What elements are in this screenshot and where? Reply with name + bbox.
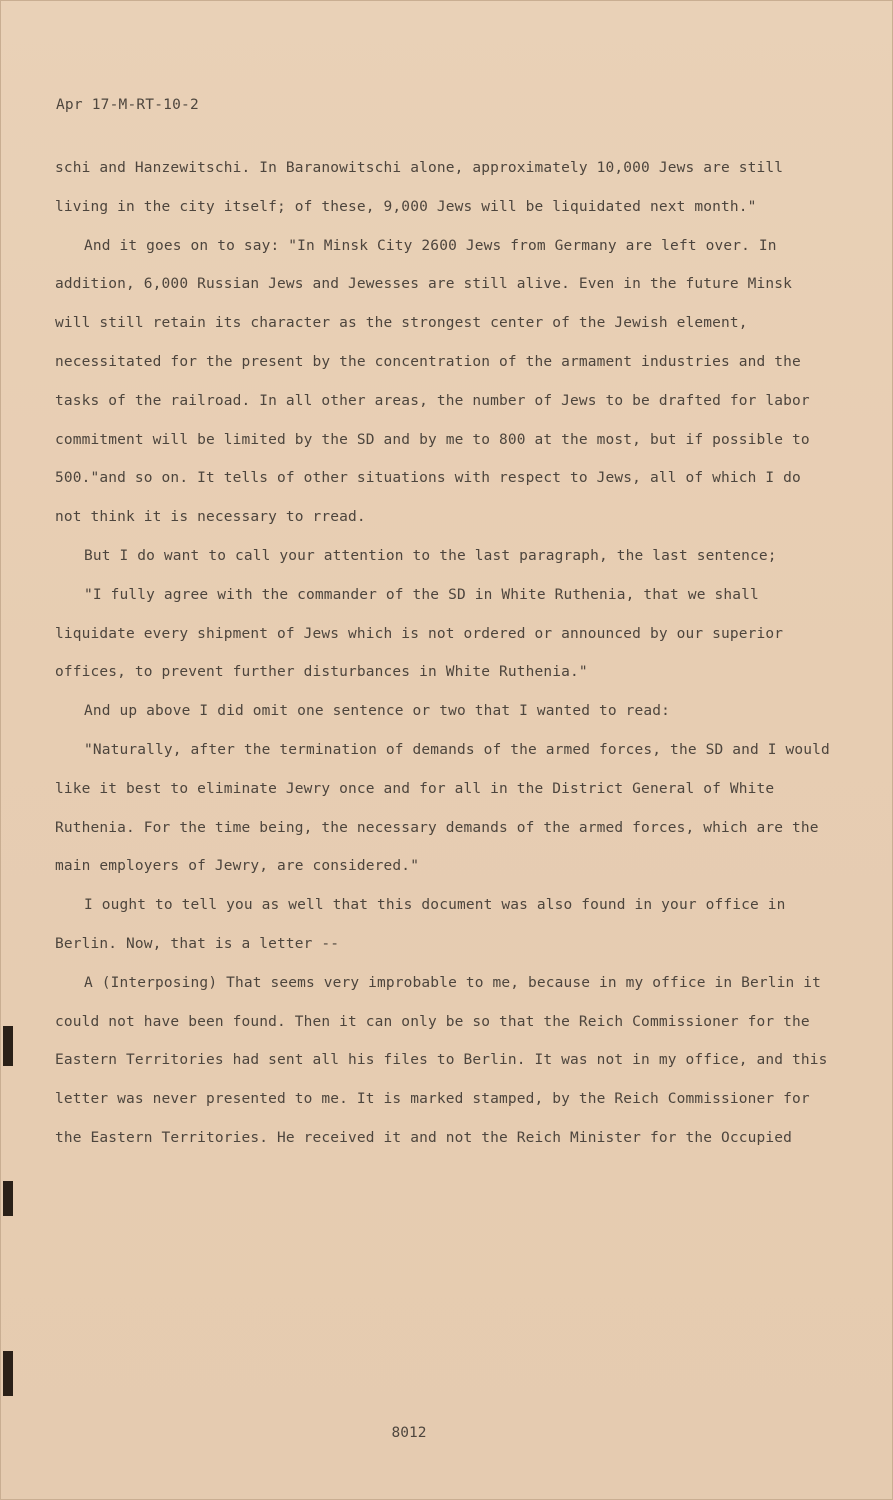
paragraph: "I fully agree with the commander of the SD in White Ruthenia, that we shall liquidate every shipment of Jews which is not ordered or announced by our superior offices, to prevent further disturbances in White Ruthenia." <box>55 586 784 681</box>
paragraph: But I do want to call your attention to the last paragraph, the last sentence; <box>84 547 777 564</box>
paragraph: schi and Hanzewitschi. In Baranowitschi alone, approximately 10,000 Jews are still living in the city itself; of these, 9,000 Jews will be liquidated next month." <box>55 160 784 215</box>
paragraph: And it goes on to say: "In Minsk City 2600 Jews from Germany are left over. In addition, 6,000 Russian Jews and Jewesses are still alive. Even in the future Minsk will still retain its character as the strongest center of the Jewish element, necessitated for the present by the concentration of the armament industries and the tasks of the railroad. In all other areas, the number of Jews to be drafted for labor commitment will be limited by the SD and by me to 800 at the most, but if possible to 500."and so on. It tells of other situations with respect to Jews, all of which I do not think it is necessary to rread. <box>55 237 810 526</box>
binding-mark <box>3 1026 13 1066</box>
binding-mark <box>3 1181 13 1216</box>
paragraph: A (Interposing) That seems very improbable to me, because in my office in Berlin it could not have been found. Then it can only be so that the Reich Commissioner for the Eastern Territories had sent all his files to Berlin. It was not in my office, and this letter was never presented to me. It is marked stamped, by the Reich Commissioner for the Eastern Territories. He received it and not the Reich Minister for the Occupied <box>55 974 828 1146</box>
paragraph: "Naturally, after the termination of demands of the armed forces, the SD and I would like it best to eliminate Jewry once and for all in the District General of White Ruthenia. For the time being, the necessary demands of the armed forces, which are the main employers of Jewry, are considered." <box>55 741 830 875</box>
page-number: 8012 <box>391 1425 427 1441</box>
paragraph: I ought to tell you as well that this document was also found in your office in Berlin. Now, that is a letter -- <box>55 897 786 952</box>
binding-mark <box>3 1351 13 1396</box>
paragraph: And up above I did omit one sentence or two that I wanted to read: <box>84 703 671 720</box>
document-body <box>55 149 835 1158</box>
document-header: Apr 17-M-RT-10-2 <box>56 97 199 113</box>
